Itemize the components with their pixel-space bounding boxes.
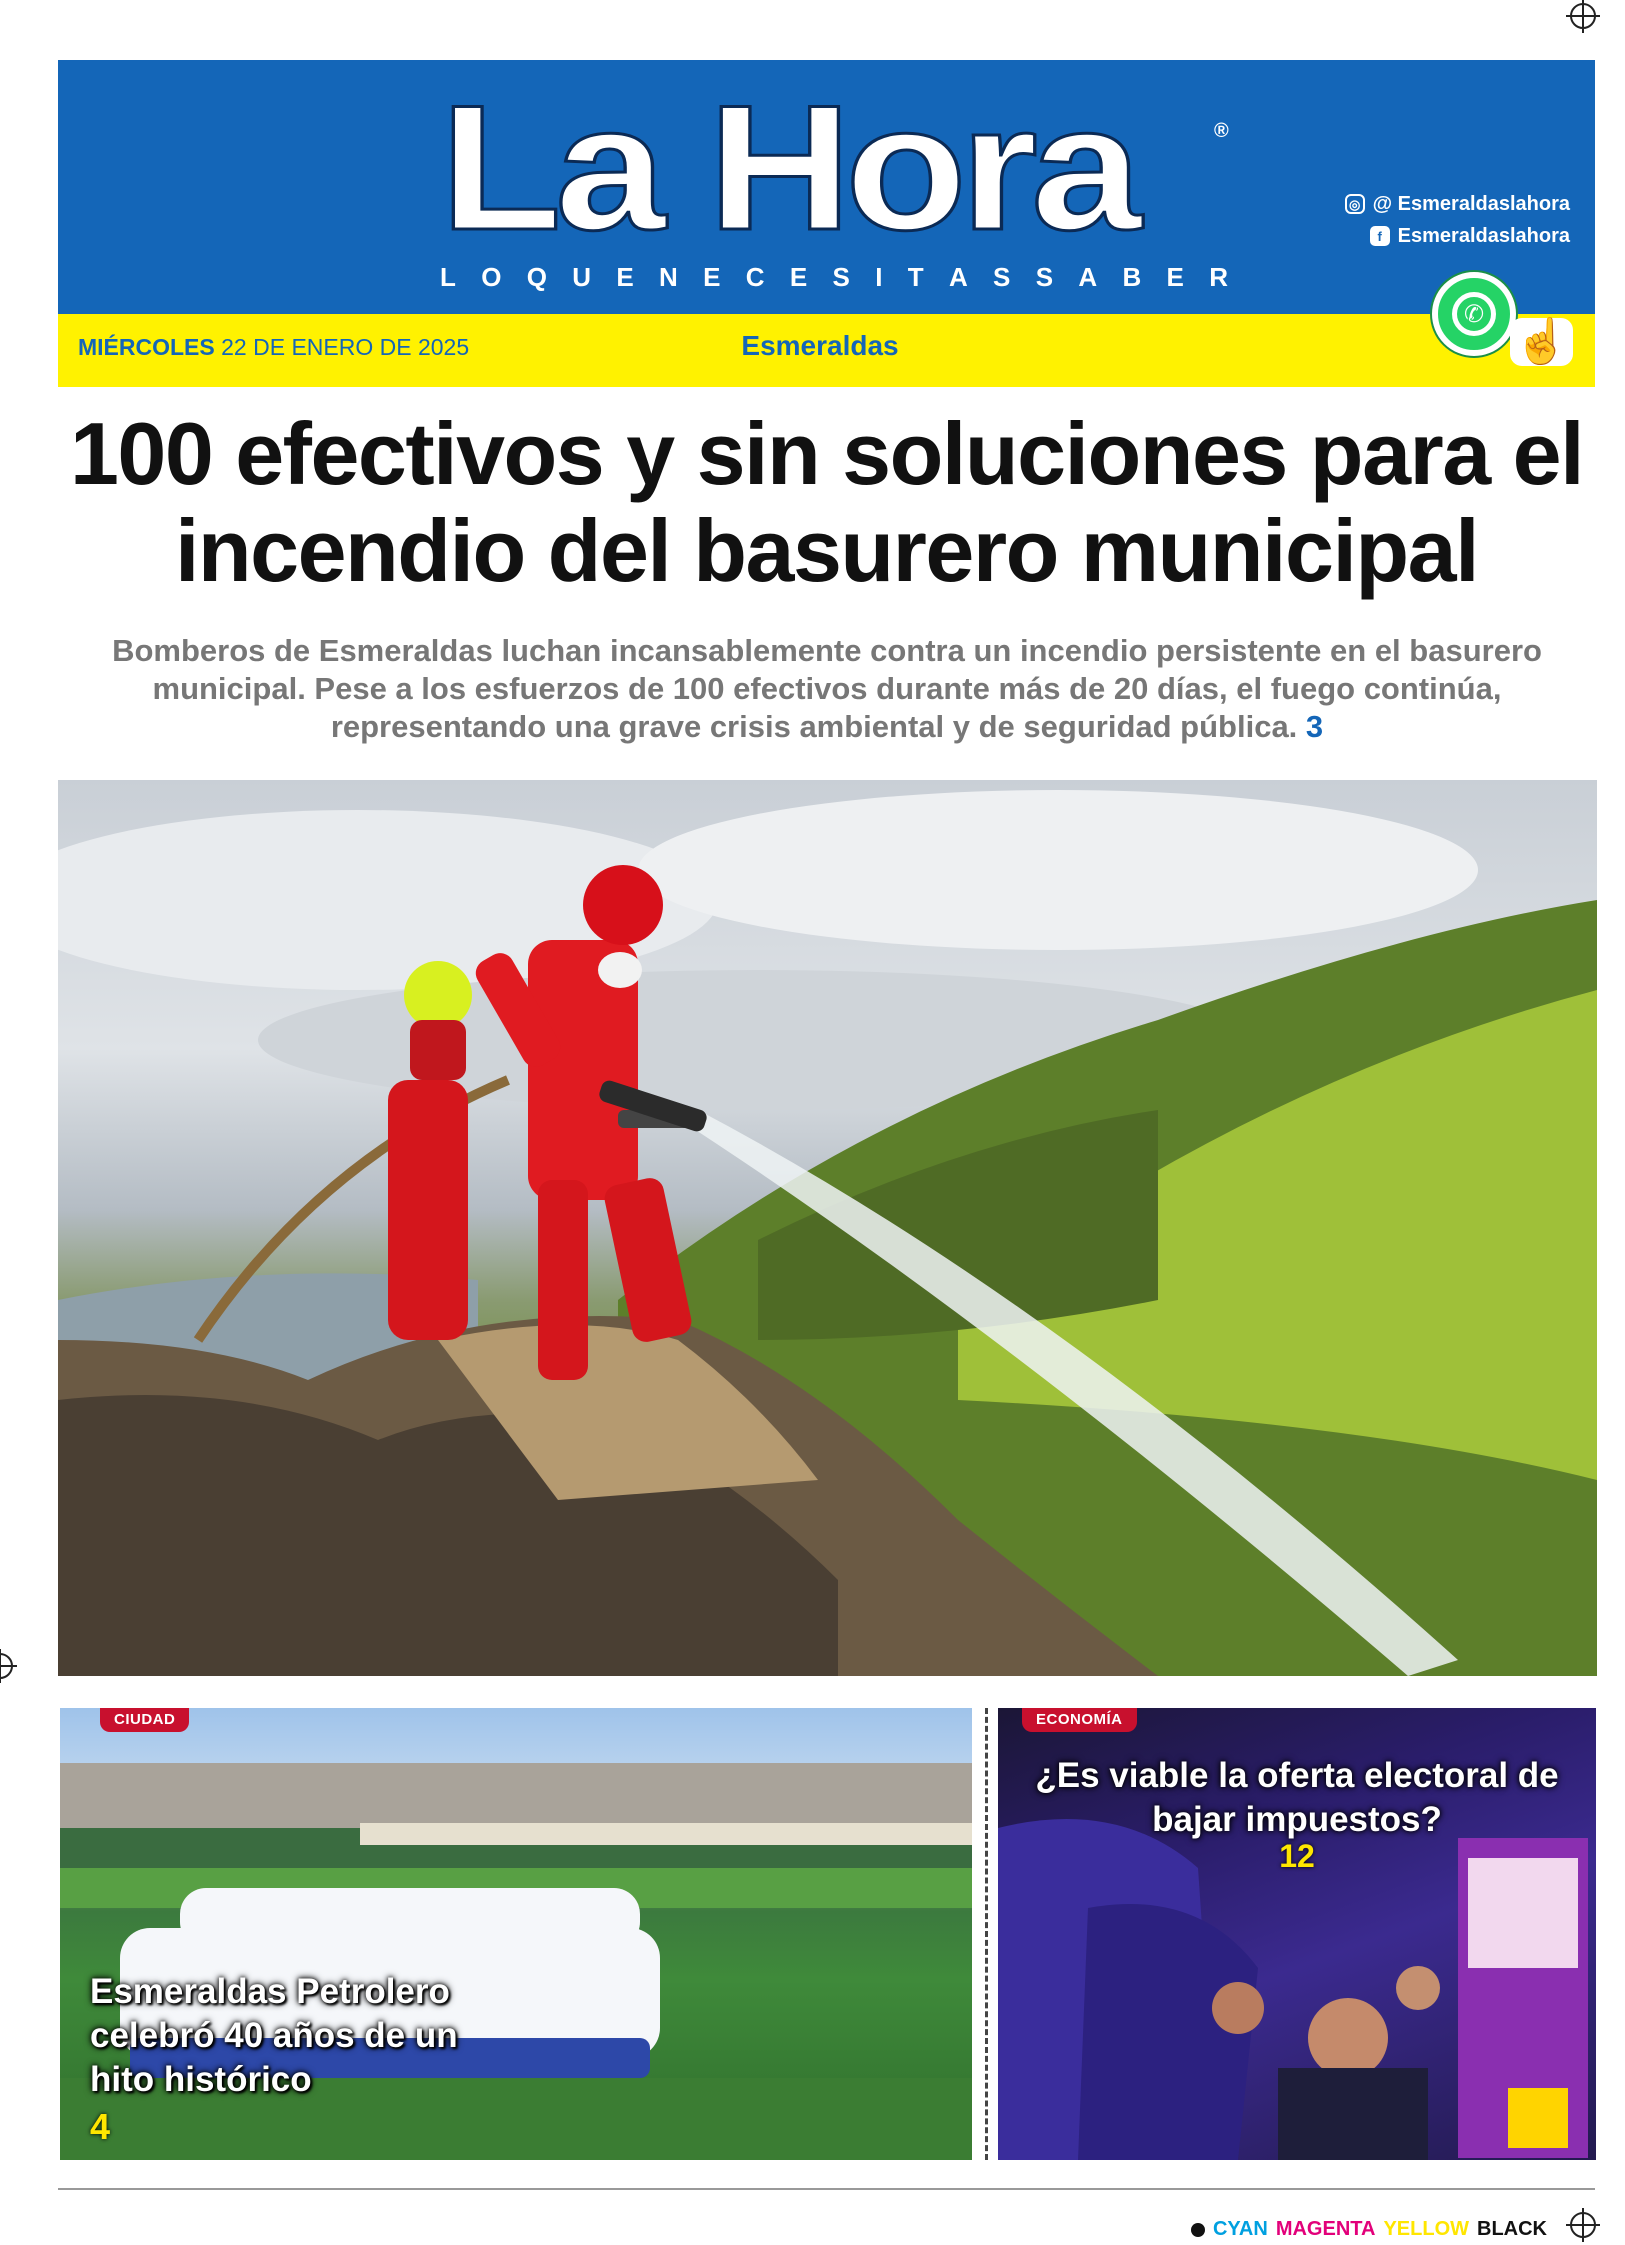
registration-mark-top-right bbox=[1570, 3, 1596, 29]
lead-photo-firefighters[interactable] bbox=[58, 780, 1597, 1676]
issue-date bbox=[78, 334, 469, 361]
economia-page-number[interactable]: 12 bbox=[1279, 1838, 1315, 1874]
issue-date-text: 22 DE ENERO DE 2025 bbox=[221, 334, 470, 360]
whatsapp-icon: ✆ bbox=[1452, 292, 1496, 336]
newspaper-logo: La Hora bbox=[440, 68, 1136, 267]
slogan-letter: R bbox=[1209, 262, 1230, 292]
story-economia[interactable] bbox=[998, 1708, 1596, 2160]
cmyk-dot-icon bbox=[1191, 2223, 1205, 2237]
slogan-letter: E bbox=[1166, 262, 1186, 292]
slogan-letter: S bbox=[1035, 262, 1056, 292]
story-divider bbox=[985, 1708, 988, 2160]
slogan-letter: C bbox=[745, 262, 767, 292]
cmyk-color-bar bbox=[1191, 2218, 1547, 2241]
slogan-letter: E bbox=[789, 262, 810, 292]
facebook-handle: Esmeraldaslahora bbox=[1397, 225, 1570, 247]
cmyk-label-black: BLACK bbox=[1477, 2218, 1547, 2240]
economia-headline[interactable]: ¿Es viable la oferta electoral de bajar impuestos? bbox=[1035, 1756, 1559, 1839]
slogan-letter: B bbox=[1122, 262, 1144, 292]
story-ciudad[interactable] bbox=[60, 1708, 972, 2160]
slogan-letter: A bbox=[948, 262, 970, 292]
lead-photo-illustration bbox=[58, 780, 1597, 1676]
slogan-letter: O bbox=[481, 262, 504, 292]
slogan-letter: U bbox=[572, 262, 594, 292]
registered-mark: ® bbox=[1214, 120, 1229, 142]
slogan-letter: Q bbox=[526, 262, 549, 292]
cmyk-label-cyan: CYAN bbox=[1212, 2218, 1268, 2240]
slogan-letter: S bbox=[993, 262, 1013, 292]
lead-deck-text: Bomberos de Esmeraldas luchan incansablemente contra un incendio persistente en el basurero municipal. Pese a los esfuerzos de 100 efectivos durante más de 20 días, el fuego continúa, representando una grave crisis ambiental y de seguridad pública. bbox=[112, 633, 1542, 744]
lead-page-number[interactable]: 3 bbox=[1305, 709, 1324, 744]
instagram-handle: @ Esmeraldaslahora bbox=[1372, 193, 1570, 215]
slogan-letter: T bbox=[907, 262, 926, 292]
facebook-icon: f bbox=[1370, 226, 1390, 246]
instagram-icon: ◎ bbox=[1345, 194, 1365, 214]
section-tag-ciudad: CIUDAD bbox=[100, 1708, 189, 1732]
lead-headline[interactable]: 100 efectivos y sin soluciones para el incendio del basurero municipal bbox=[69, 404, 1584, 600]
slogan bbox=[440, 262, 1230, 293]
section-tag-economia: ECONOMÍA bbox=[1022, 1708, 1137, 1732]
slogan-letter: N bbox=[659, 262, 680, 292]
slogan-letter: I bbox=[875, 262, 885, 292]
instagram-link[interactable] bbox=[1345, 188, 1570, 220]
bottom-rule bbox=[58, 2188, 1595, 2190]
slogan-letter: A bbox=[1078, 262, 1100, 292]
facebook-link[interactable] bbox=[1345, 220, 1570, 252]
slogan-letter: E bbox=[703, 262, 723, 292]
registration-mark-left bbox=[0, 1653, 13, 1679]
registration-mark-bottom-right bbox=[1570, 2212, 1596, 2238]
ciudad-page-number[interactable]: 4 bbox=[90, 2106, 111, 2147]
lead-deck bbox=[80, 632, 1574, 746]
slogan-letter: L bbox=[440, 262, 458, 292]
cmyk-label-yellow: YELLOW bbox=[1383, 2218, 1469, 2240]
slogan-letter: S bbox=[832, 262, 852, 292]
cmyk-label-magenta: MAGENTA bbox=[1275, 2218, 1376, 2240]
edition-name: Esmeraldas bbox=[741, 330, 899, 361]
slogan-letter: E bbox=[616, 262, 636, 292]
whatsapp-button[interactable] bbox=[1432, 272, 1516, 356]
issue-weekday: MIÉRCOLES bbox=[78, 334, 215, 360]
social-links bbox=[1345, 188, 1570, 252]
pointing-hand-icon: ☝ bbox=[1510, 318, 1573, 366]
ciudad-headline[interactable]: Esmeraldas Petrolero celebró 40 años de un hito histórico bbox=[90, 1972, 458, 2099]
